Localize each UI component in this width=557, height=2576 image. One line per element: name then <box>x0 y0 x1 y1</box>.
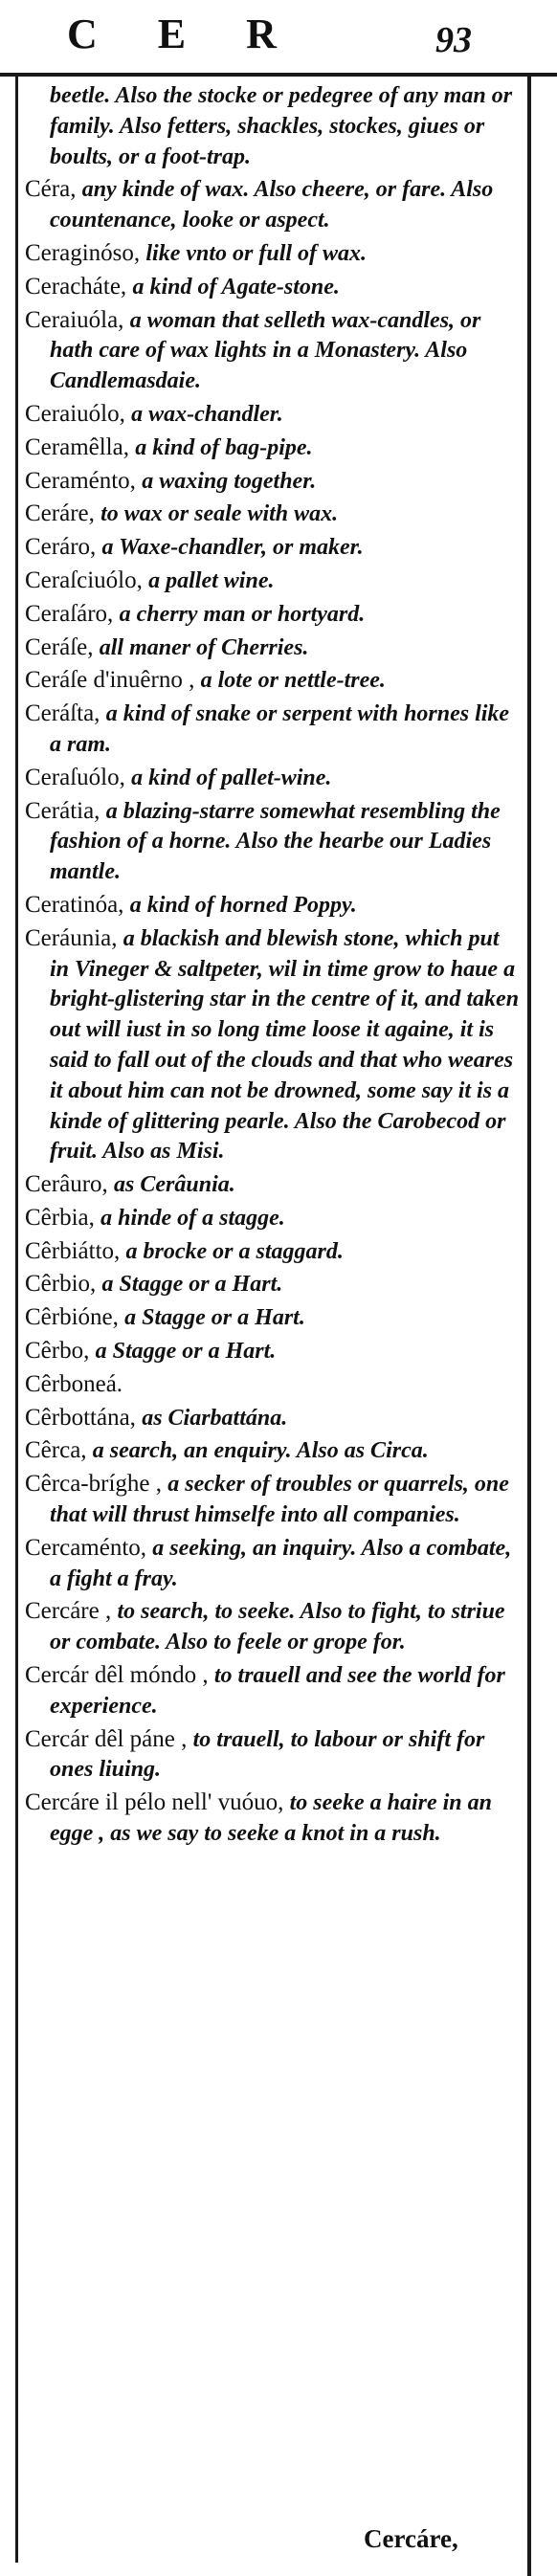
entry-definition: to seeke a haire in an egge , as we say to seeke a knot in a rush. <box>50 1790 492 1847</box>
dictionary-entry <box>25 1533 523 1594</box>
dictionary-entry <box>25 238 523 269</box>
column-rule-left <box>15 75 18 2563</box>
entry-definition: to search, to seeke. Also to fight, to striue or combate. Also to feele or grope for. <box>50 1599 505 1655</box>
dictionary-entry <box>25 174 523 235</box>
dictionary-entry <box>25 466 523 497</box>
dictionary-entry <box>25 1660 523 1721</box>
dictionary-entry <box>25 1203 523 1233</box>
entry-headword: Ceráro, <box>25 534 102 561</box>
entry-definition: all maner of Cherries. <box>99 634 309 660</box>
entry-headword: Ceráre, <box>25 500 101 527</box>
dictionary-entry <box>25 1169 523 1200</box>
entry-definition: to trauell and see the world for experience. <box>50 1663 505 1719</box>
entry-headword: Cêrbio, <box>25 1271 102 1298</box>
running-head <box>0 0 557 86</box>
dictionary-entry <box>25 1269 523 1299</box>
entry-headword: Cêrbiátto, <box>25 1237 126 1264</box>
dictionary-entry <box>25 1469 523 1530</box>
entry-definition: a woman that selleth wax-candles, or hath care of wax lights in a Monastery. Also Candlemasdaie. <box>50 307 481 394</box>
entry-definition: a blackish and blewish stone, which put in Vineger & saltpeter, wil in time grow to haue a bright-glistering star in the centre of it, and taken out will iust in so long time loose it againe, it is said to fall out of the clouds and that who weares it about him can not be drowned, some say it is a kinde of glittering pearle. Also the Carobecod or fruit. Also as Misi. <box>50 925 520 1165</box>
dictionary-entry <box>25 272 523 302</box>
entry-headword: Ceraſciuólo, <box>25 566 149 593</box>
entry-definition: a waxing together. <box>142 468 317 494</box>
dictionary-entry <box>25 1403 523 1433</box>
column-rule-right <box>527 75 531 2576</box>
dictionary-entry <box>25 433 523 463</box>
dictionary-entry <box>25 699 523 760</box>
header-rule <box>0 73 557 77</box>
entry-definition: like vnto or full of wax. <box>145 240 368 266</box>
dictionary-entry <box>25 1596 523 1657</box>
entry-headword: Cêrboneá. <box>25 1370 123 1397</box>
dictionary-entry <box>25 1435 523 1466</box>
entry-definition: any kinde of wax. Also cheere, or fare. Also countenance, looke or aspect. <box>50 177 494 233</box>
entry-definition: a hinde of a stagge. <box>100 1205 285 1231</box>
entry-definition: a Waxe-chandler, or maker. <box>101 535 364 561</box>
entry-headword: Ceratinóa, <box>25 891 130 918</box>
entry-definition: a lote or nettle-tree. <box>200 668 386 694</box>
dictionary-entry <box>25 665 523 696</box>
entry-headword: Cêrbo, <box>25 1338 96 1365</box>
dictionary-entry <box>25 599 523 630</box>
dictionary-entry <box>25 399 523 430</box>
entry-headword: Cêrca-bríghe , <box>25 1471 168 1498</box>
entry-definition: a seeking, an inquiry. Also a combate, a fight a fray. <box>50 1535 512 1591</box>
entry-definition: a pallet wine. <box>148 567 275 593</box>
entry-definition: as Ciarbattána. <box>142 1405 288 1431</box>
dictionary-entry <box>25 796 523 887</box>
entry-definition: a Stagge or a Hart. <box>101 1272 283 1298</box>
entry-definition: a Stagge or a Hart. <box>124 1305 305 1331</box>
dictionary-entry <box>25 1336 523 1366</box>
entry-headword: Ceraſáro, <box>25 600 120 627</box>
entry-headword: Ceraiuólo, <box>25 400 132 427</box>
catchword: Cercáre, <box>364 2524 458 2553</box>
entry-headword: Ceráſta, <box>25 700 106 727</box>
entry-headword: Ceracháte, <box>25 273 133 300</box>
dictionary-entry <box>25 1724 523 1786</box>
dictionary-entry <box>25 566 523 596</box>
entry-headword: Ceraiuóla, <box>25 306 130 333</box>
dictionary-entry <box>25 890 523 921</box>
entry-definition: to trauell, to labour or shift for ones liuing. <box>50 1726 485 1783</box>
entry-definition: a kind of snake or serpent with hornes like a ram. <box>50 701 510 757</box>
entry-definition: a cherry man or hortyard. <box>119 601 366 627</box>
page-number: 93 <box>435 20 472 60</box>
entry-definition: a kind of pallet-wine. <box>131 765 332 790</box>
entry-headword: Cercaménto, <box>25 1534 153 1561</box>
entry-definition: a Stagge or a Hart. <box>95 1339 277 1365</box>
entry-definition: a search, an enquiry. Also as Circa. <box>92 1438 429 1464</box>
entry-headword: Cerâuro, <box>25 1171 115 1198</box>
running-head-title: C E R <box>67 11 301 57</box>
entry-headword: Cercár dêl páne , <box>25 1725 193 1752</box>
dictionary-entry <box>25 1302 523 1333</box>
entry-list <box>25 80 523 1852</box>
entry-headword: Cerátia, <box>25 797 106 824</box>
entry-headword: Ceráſe, <box>25 633 100 660</box>
entry-definition: a kind of Agate-stone. <box>132 274 340 300</box>
dictionary-entry <box>25 923 523 1166</box>
dictionary-entry <box>25 1369 523 1400</box>
entry-headword: Céra, <box>25 176 82 203</box>
dictionary-entry <box>25 499 523 529</box>
entry-headword: Ceráſe d'inuêrno , <box>25 667 201 694</box>
dictionary-entry <box>25 532 523 563</box>
entry-definition: a kind of horned Poppy. <box>129 892 357 918</box>
entry-definition: a brocke or a staggard. <box>125 1238 344 1264</box>
entry-headword: Cercáre , <box>25 1598 118 1625</box>
dictionary-entry <box>25 763 523 793</box>
entry-definition: beetle. Also the stocke or pedegree of any man or family. Also fetters, shackles, stockes, giues or boults, or a foot-trap. <box>50 83 513 169</box>
entry-definition: as Cerâunia. <box>114 1172 235 1198</box>
entry-headword: Cêrca, <box>25 1437 93 1464</box>
entry-headword: Cercáre il pélo nell' vuóuo, <box>25 1789 290 1816</box>
entry-definition: a wax-chandler. <box>131 401 283 427</box>
entry-definition: a secker of troubles or quarrels, one that will thrust himselfe into all companies. <box>50 1472 509 1528</box>
dictionary-entry <box>25 1236 523 1267</box>
entry-definition: a kind of bag-pipe. <box>135 434 313 460</box>
entry-headword: Cêrbottána, <box>25 1404 143 1431</box>
entry-headword: Ceramêlla, <box>25 433 136 460</box>
entry-definition: a blazing-starre somewhat resembling the fashion of a horne. Also the hearbe our Ladies mantle. <box>50 798 501 885</box>
entry-headword: Ceráunia, <box>25 924 123 951</box>
dictionary-entry <box>25 305 523 396</box>
entry-headword: Cercár dêl móndo , <box>25 1662 214 1689</box>
entry-headword: Ceraſuólo, <box>25 764 132 790</box>
dictionary-entry <box>25 633 523 663</box>
entry-definition: to wax or seale with wax. <box>100 501 339 527</box>
entry-headword: Cêrbia, <box>25 1204 101 1231</box>
entry-headword: Cêrbióne, <box>25 1304 125 1331</box>
entry-headword: Ceraginóso, <box>25 239 146 266</box>
dictionary-entry <box>25 1788 523 1849</box>
dictionary-entry <box>25 80 523 171</box>
entry-headword: Ceraménto, <box>25 467 143 494</box>
